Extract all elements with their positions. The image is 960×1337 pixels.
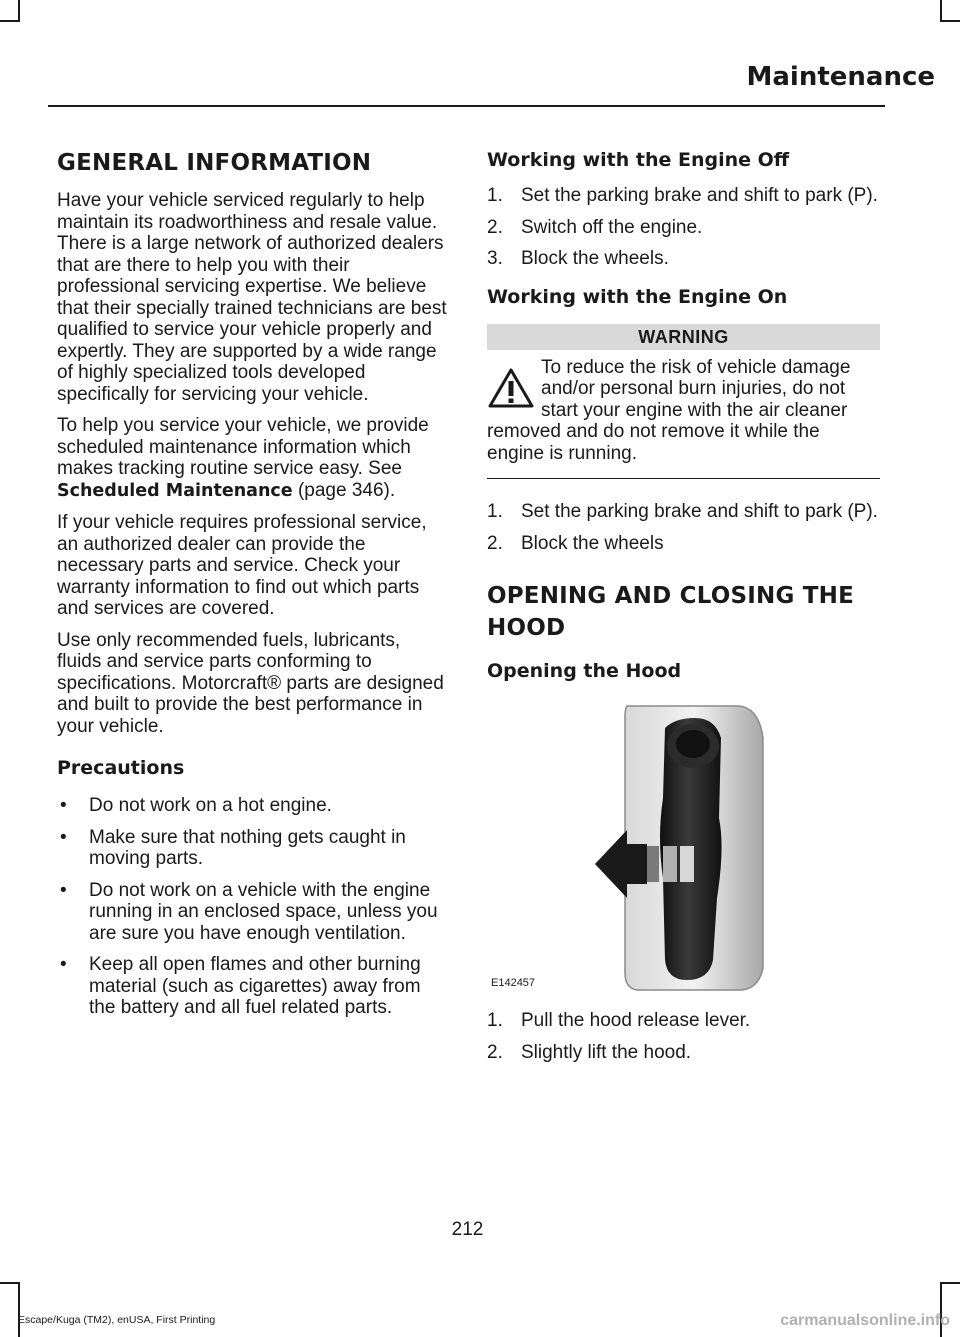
bullet-icon: • — [60, 795, 67, 816]
list-item — [487, 1042, 880, 1064]
crop-mark-bottom-left-h — [0, 1282, 20, 1284]
list-item — [57, 954, 449, 1019]
footer-edition-text: Escape/Kuga (TM2), enUSA, First Printing — [18, 1314, 216, 1326]
engine-off-heading: Working with the Engine Off — [487, 149, 790, 171]
list-item — [57, 795, 449, 817]
step-text: Pull the hood release lever. — [521, 1010, 751, 1031]
precautions-list — [57, 795, 449, 1019]
general-paragraph-3: If your vehicle requires professional service, an authorized dealer can provide the necessary parts and service. Check your warranty information to find out which parts and services are covered. — [57, 512, 427, 619]
opening-hood-heading: Opening the Hood — [487, 660, 682, 682]
step-number: 2. — [487, 532, 503, 554]
step-number: 3. — [487, 248, 503, 269]
header-rule — [48, 105, 885, 107]
general-paragraph-2-text: To help you service your vehicle, we provide scheduled maintenance information which makes tracking routine service easy. See — [57, 415, 429, 479]
left-column — [57, 148, 449, 1029]
list-item-text: Do not work on a hot engine. — [89, 795, 332, 816]
bullet-icon: • — [60, 954, 67, 975]
general-information-heading: GENERAL INFORMATION — [57, 150, 372, 176]
list-item — [487, 185, 880, 207]
list-item-text: Keep all open flames and other burning material (such as cigarettes) away from the battery and all fuel related parts. — [89, 954, 421, 1018]
list-item — [487, 248, 880, 270]
step-number: 1. — [487, 185, 503, 206]
warning-box — [487, 350, 880, 480]
right-column — [487, 147, 880, 1073]
step-number: 1. — [487, 501, 503, 522]
crop-mark-bottom-right-h — [940, 1282, 960, 1284]
engine-off-steps — [487, 185, 880, 270]
precautions-heading: Precautions — [57, 757, 185, 779]
scheduled-maintenance-link[interactable]: Scheduled Maintenance — [57, 480, 293, 501]
step-text: Set the parking brake and shift to park (P). — [521, 185, 878, 206]
crop-mark-top-left-v — [18, 0, 20, 22]
list-item-text: Do not work on a vehicle with the engine running in an enclosed space, unless you are sure you have enough ventilation. — [89, 879, 438, 944]
crop-mark-top-right-v — [940, 0, 942, 22]
list-item — [57, 880, 449, 945]
warning-banner: WARNING — [487, 324, 880, 350]
step-text: Block the wheels — [521, 532, 664, 554]
hood-release-lever-illustration — [487, 698, 787, 998]
list-item — [487, 533, 880, 555]
bullet-icon: • — [60, 826, 67, 848]
engine-on-heading: Working with the Engine On — [487, 285, 788, 308]
crop-mark-top-right-h — [940, 20, 960, 22]
step-number: 1. — [487, 1010, 503, 1031]
general-paragraph-2 — [57, 415, 449, 502]
list-item — [487, 1010, 880, 1032]
bullet-icon: • — [60, 879, 67, 901]
general-paragraph-2-page: (page 346). — [292, 479, 396, 501]
list-item — [487, 501, 880, 523]
crop-mark-top-left-h — [0, 20, 20, 22]
heading-line-1: OPENING AND CLOSING THE — [487, 583, 854, 609]
hood-steps — [487, 1010, 880, 1063]
page-number: 212 — [451, 1219, 484, 1240]
step-text: Slightly lift the hood. — [521, 1041, 692, 1063]
page-section-title: Maintenance — [746, 62, 935, 92]
warning-text: To reduce the risk of vehicle damage and/or personal burn injuries, do not start your engine with the air cleaner removed and do not remove it while the engine is running. — [487, 356, 851, 464]
opening-closing-hood-heading — [487, 580, 880, 644]
general-paragraph-1: Have your vehicle serviced regularly to help maintain its roadworthiness and resale value. There is a large network of authorized dealers that are there to help you with their professional servicing expertise. We believe that their specially trained technicians are best qualified to service your vehicle properly and expertly. They are supported by a wide range of highly specialized tools developed specifically for servicing your vehicle. — [57, 190, 447, 405]
heading-line-2: HOOD — [487, 615, 566, 641]
list-item-text: Make sure that nothing gets caught in moving parts. — [89, 826, 406, 869]
crop-mark-bottom-left-v — [18, 1282, 20, 1337]
general-paragraph-4: Use only recommended fuels, lubricants, fluids and service parts conforming to specifications. Motorcraft® parts are designed and built to provide the best performance in your vehicle. — [57, 629, 444, 737]
list-item — [57, 827, 449, 870]
step-number: 2. — [487, 216, 503, 238]
step-text: Set the parking brake and shift to park (P). — [521, 501, 878, 522]
step-text: Block the wheels. — [521, 248, 669, 269]
step-text: Switch off the engine. — [521, 216, 703, 238]
figure-id-label: E142457 — [491, 976, 536, 989]
warning-triangle-icon — [487, 367, 535, 409]
list-item — [487, 217, 880, 239]
hood-release-lever-figure — [487, 698, 787, 998]
watermark-text: carmanualsonline.info — [780, 1312, 950, 1329]
engine-on-steps — [487, 501, 880, 554]
step-number: 2. — [487, 1041, 503, 1063]
